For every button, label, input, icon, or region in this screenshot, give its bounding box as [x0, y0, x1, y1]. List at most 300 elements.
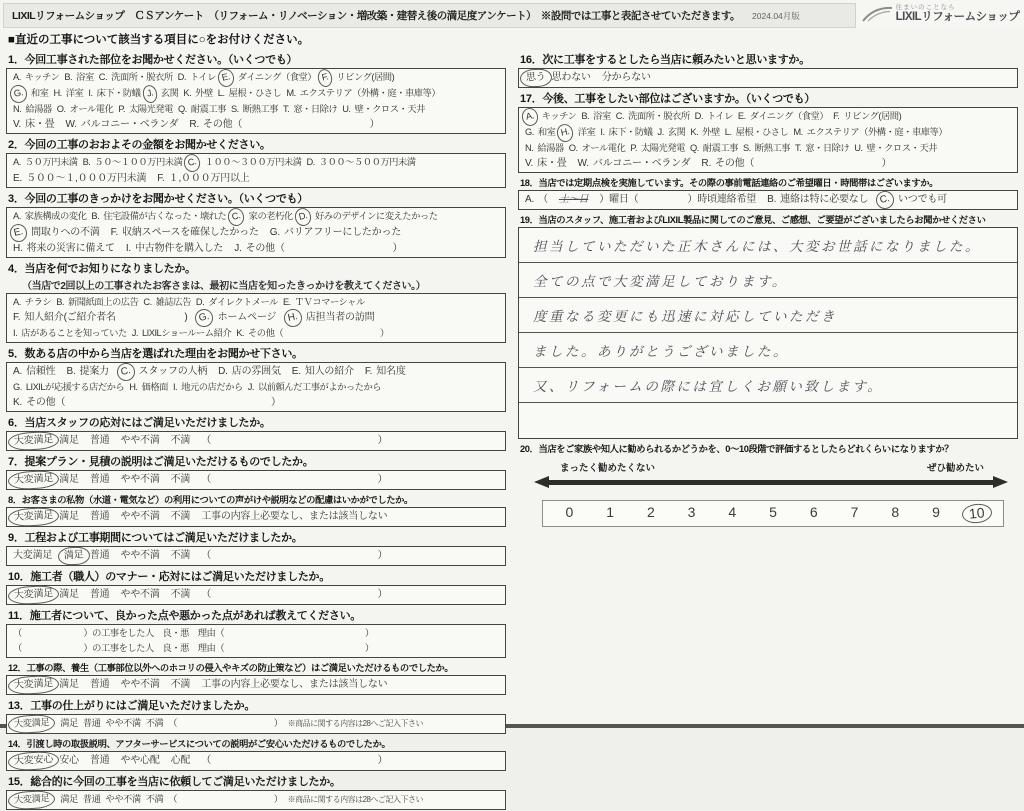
option: [111, 227, 259, 238]
question: [6, 492, 506, 527]
option-letter: C.: [615, 111, 625, 121]
option-letter: J.: [131, 328, 138, 338]
option: [221, 72, 316, 82]
option-label: 収納スペースを確保したかった: [122, 227, 259, 238]
option: [13, 157, 78, 167]
circled-answer-letter: C.: [115, 362, 136, 383]
option-letter: R.: [189, 119, 200, 130]
option: 分からない: [601, 72, 651, 83]
option-label: チラシ: [24, 297, 52, 307]
option-letter: E.: [13, 173, 23, 184]
option-letter: G.: [269, 227, 280, 238]
option-letter: H.: [53, 88, 62, 98]
question-title: 20．当店をご家族や知人に勧められるかどうかを、0～10段階で評価するとしたらどれくらいになりますか？: [520, 444, 954, 454]
option: 安心: [59, 755, 79, 766]
question-box: [6, 790, 506, 810]
option-letter: O.: [56, 104, 66, 114]
option-row: [13, 86, 499, 102]
option-letter: P.: [118, 104, 125, 114]
option-letter: J.: [247, 382, 254, 392]
option-letter: H.: [13, 243, 23, 254]
option-row: [13, 102, 499, 117]
nps-number: [712, 504, 753, 523]
option-letter: W.: [65, 119, 77, 130]
question: [518, 175, 1018, 210]
question-box: [6, 675, 506, 695]
option: [833, 111, 901, 121]
option-letter: K.: [183, 88, 192, 98]
option: （ ）の工事をした人 良・悪 理由（ ）: [13, 628, 374, 638]
circled-answer: 大変安心: [8, 751, 60, 771]
circled-answer-letter: C.: [227, 207, 247, 227]
question: [518, 212, 1018, 439]
option-label: 中古物件を購入した: [134, 243, 224, 254]
option: やや不満: [120, 474, 160, 485]
question: [6, 697, 506, 734]
option-label: 耐震工事: [190, 104, 226, 114]
question-title: 4．当店を何でお知りになりましたか。: [8, 263, 196, 275]
option-label: リビング(居間): [843, 111, 902, 121]
option: （ ）: [201, 550, 388, 561]
option: [129, 382, 168, 392]
option: [99, 72, 173, 82]
question: [6, 414, 506, 451]
option: [321, 72, 394, 82]
option-label: その他（ ）: [248, 328, 389, 338]
option-letter: B.: [64, 72, 73, 82]
option-letter: P.: [630, 143, 637, 153]
option: [231, 211, 292, 221]
question-box: [6, 507, 506, 527]
option: [13, 382, 124, 392]
option: [525, 127, 555, 137]
option: [560, 127, 595, 137]
option-letter: E.: [737, 111, 746, 121]
option-row: [525, 125, 1011, 141]
option: やや不満: [120, 511, 160, 522]
option-label: トイレ: [706, 111, 733, 121]
option: [298, 211, 438, 221]
question-title: 17．今後、工事をしたい部位はございますか。（いくつでも）: [520, 93, 816, 105]
option: [118, 104, 173, 114]
question: [6, 736, 506, 771]
option-label: 窓・日除け: [293, 104, 338, 114]
option-label: ３００～５００万円未満: [318, 157, 416, 167]
option: [196, 297, 278, 307]
option-letter: R.: [701, 158, 712, 169]
option-letter: D.: [694, 111, 703, 121]
option-label: 新聞紙面上の広告: [68, 297, 139, 307]
question-title: 3．今回の工事のきっかけをお聞かせください。（いくつでも）: [8, 193, 308, 205]
question: [6, 260, 506, 343]
option-label: 店担当者の訪問: [305, 312, 375, 323]
option-letter: C.: [143, 297, 152, 307]
option-row: [525, 156, 1011, 171]
option-letter: J.: [657, 127, 664, 137]
option: 不満: [145, 794, 164, 804]
option: [600, 127, 652, 137]
option-row: [13, 753, 499, 769]
option-letter: U.: [342, 104, 351, 114]
option-letter: D.: [218, 366, 228, 377]
option-row: [13, 171, 499, 186]
nps-selected-number: 10: [961, 503, 992, 525]
option-letter: N.: [13, 104, 22, 114]
option-letter: F.: [157, 173, 165, 184]
option-label: 断熱工事: [242, 104, 278, 114]
option-row: [13, 310, 499, 326]
question: [518, 90, 1018, 173]
question-box: [6, 751, 506, 771]
option: やや不満: [105, 794, 141, 804]
nps-number-value: 1: [606, 504, 614, 520]
option: （ ）: [201, 435, 388, 446]
circled-answer-letter: C.: [183, 153, 203, 173]
option-label: 雑誌広告: [155, 297, 191, 307]
option-label: ５００～１,０００万円未満: [26, 173, 147, 184]
option-label: LIXILが応援する店だから: [25, 382, 125, 392]
option-label: リビング(居間): [336, 72, 395, 82]
nps-number: [753, 504, 794, 523]
right-column: [518, 49, 1018, 811]
nps-left-label: まったく勧めたくない: [560, 463, 656, 474]
option-row: [13, 716, 499, 732]
option-label: 洗面所・脱衣所: [628, 111, 690, 121]
option: [218, 88, 282, 98]
question-title: 16．次に工事をするとしたら当店に頼みたいと思いますか。: [520, 54, 810, 66]
option: ）曜日（ ）時頃連絡希望: [599, 194, 757, 205]
option: [189, 119, 379, 130]
option-label: ホームページ: [217, 312, 277, 323]
option: 普通: [89, 755, 110, 766]
option: [126, 243, 223, 254]
option-row: [525, 70, 1011, 86]
question-title: 1．今回工事された部位をお聞かせください。（いくつでも）: [8, 54, 298, 66]
option: [146, 88, 179, 98]
question: [6, 529, 506, 566]
option: [725, 127, 789, 137]
option-label: 床下・防蟻: [96, 88, 141, 98]
option: [695, 111, 733, 121]
question-title: 10．施工者（職人）のマナー・応対にはご満足いただけましたか。: [8, 571, 330, 583]
option-row: [13, 209, 499, 225]
option-label: 床・畳: [25, 119, 55, 130]
option: 満足: [59, 511, 79, 522]
nps-right-label: ぜひ勧めたい: [926, 463, 984, 474]
option-letter: F.: [110, 227, 119, 238]
arrow-right-head: [993, 476, 1008, 488]
question-title: 5．数ある店の中から当店を選ばれた理由をお聞かせ下さい。: [8, 348, 303, 360]
form-title: LIXILリフォームショップ ＣＳアンケート （リフォーム・リノベーション・増改築・建替え後の満足度アンケート） ※設問では工事と表記させていただきます。: [12, 10, 741, 22]
option: [13, 104, 52, 114]
option-label: 将来の災害に備えて: [26, 243, 115, 254]
option-letter: F.: [364, 366, 373, 377]
option: 不満: [170, 679, 191, 690]
question-subtitle: （当店で2回以上の工事されたお客さまは、最初に当店を知ったきっかけを教えてください。）: [22, 281, 426, 292]
circled-answer: 大変満足: [8, 675, 60, 695]
option: 満足: [59, 589, 79, 600]
option: 普通: [89, 589, 110, 600]
option: （ ）: [201, 589, 388, 600]
option: 不満: [145, 718, 164, 728]
option: 満足: [59, 435, 79, 446]
option: 普通: [89, 474, 110, 485]
circled-answer: 大変満足: [8, 714, 56, 734]
nps-arrow: [532, 476, 1010, 488]
option-letter: T.: [282, 104, 290, 114]
option: [581, 111, 610, 121]
option-label: 外壁: [195, 88, 213, 98]
option-letter: B.: [66, 366, 76, 377]
option-label: 玄関: [667, 127, 686, 137]
option-letter: W.: [577, 158, 589, 169]
option: 普通: [89, 511, 110, 522]
option-letter: D.: [177, 72, 186, 82]
circled-answer-letter: E.: [8, 222, 28, 243]
option-letter: K.: [236, 328, 244, 338]
option: [132, 328, 231, 338]
circled-answer-letter: D.: [293, 207, 313, 227]
option: やや不満: [120, 679, 160, 690]
option-letter: A.: [13, 297, 21, 307]
option-label: ５０万円未満: [24, 157, 78, 167]
question: [518, 51, 1018, 88]
option: [183, 88, 212, 98]
option: [66, 119, 179, 130]
option-label: トイレ: [189, 72, 216, 82]
lixil-logo: [856, 0, 1024, 28]
option-label: 家の老朽化: [248, 211, 293, 221]
option-letter: C.: [98, 72, 108, 82]
question-title: 14．引渡し時の取扱説明、アフターサービスについての説明がご安心いただけるものでしたか。: [8, 739, 391, 749]
circled-answer: 満足: [58, 546, 91, 566]
circled-answer-letter: H.: [556, 123, 576, 144]
option: [690, 127, 719, 137]
option: 工事の内容上必要なし、または該当しない: [201, 679, 388, 690]
option: [270, 227, 401, 238]
question-box: [6, 546, 506, 566]
option: [178, 72, 216, 82]
option: 普通: [89, 550, 110, 561]
nps-number: [671, 504, 712, 523]
nps-number: [590, 504, 631, 523]
option-label: 洗面所・脱衣所: [111, 72, 173, 82]
question-title: 2．今回の工事のおおよその金額をお聞かせください。: [8, 139, 271, 151]
option-letter: K.: [13, 397, 23, 408]
option: [287, 312, 374, 323]
handwriting-line: 担当していただいた正木さんには、大変お世話になりました。: [519, 228, 1017, 263]
option-letter: U.: [854, 143, 863, 153]
option: [525, 143, 564, 153]
option-label: エクステリア（外構・庭・車庫等）: [299, 88, 441, 98]
option-row: [13, 70, 499, 86]
option-letter: V.: [525, 158, 534, 169]
circled-answer-letter: F.: [316, 68, 334, 88]
option-letter: I.: [125, 243, 131, 254]
option: 普通: [89, 435, 110, 446]
question-title: 12．工事の際、養生（工事部位以外へのホコリの侵入やキズの防止策など）はご満足いただけるものでしたか。: [8, 663, 454, 673]
option-label: 給湯器: [537, 143, 564, 153]
option-label: 給湯器: [25, 104, 52, 114]
option-label: 洋室: [65, 88, 84, 98]
option-letter: H.: [129, 382, 138, 392]
question-title: 18．当店では定期点検を実施しています。その際の事前電話連絡のご希望曜日・時間帯はございますか。: [520, 178, 939, 188]
option-label: （: [538, 194, 548, 205]
option-letter: F.: [13, 312, 21, 323]
nps-number-box: [542, 500, 1004, 527]
handwriting-line: 全ての点で大変満足しております。: [519, 263, 1017, 298]
option-label: ダイニング（食堂）: [749, 111, 829, 121]
question: [6, 190, 506, 258]
question-box: [6, 714, 506, 734]
option-letter: M.: [286, 88, 296, 98]
option-label: 壁・クロス・天井: [866, 143, 937, 153]
option-letter: B.: [767, 194, 777, 205]
option-row: [13, 395, 499, 410]
logo-tagline: 住まいのことなら: [895, 4, 956, 12]
circled-answer: 思う: [520, 68, 553, 88]
option-letter: I.: [600, 127, 605, 137]
nps-number: [549, 504, 590, 523]
option: [218, 366, 281, 377]
option: [525, 194, 548, 205]
question-title: 19．当店のスタッフ、施工者およびLIXIL製品に関してのご意見、ご感想、ご要望がございましたらお聞かせください: [520, 215, 986, 225]
nps-number-value: 5: [769, 504, 777, 520]
nps-number: [916, 504, 957, 523]
option-letter: S.: [230, 104, 239, 114]
option-row: [13, 380, 499, 395]
option-label: 床下・防蟻: [608, 127, 653, 137]
option-row: [13, 241, 499, 256]
option-label: 信頼性: [26, 366, 56, 377]
option-row: [13, 472, 499, 488]
nps-number-value: 9: [932, 504, 940, 520]
circled-answer-letter: A.: [520, 107, 539, 127]
question-box: [6, 362, 506, 412]
logo-name: LIXILリフォームショップ: [895, 11, 1020, 24]
question-box: [6, 585, 506, 605]
circled-answer: 大変満足: [8, 585, 60, 605]
option-label: １００～３００万円未満: [204, 157, 302, 167]
nps-number: [630, 504, 671, 523]
option: [342, 104, 425, 114]
option-label: 外壁: [702, 127, 720, 137]
option-label: 知人の紹介: [304, 366, 354, 377]
option-letter: A.: [13, 157, 21, 167]
option-label: 家族構成の変化: [24, 211, 87, 221]
option-row: [13, 792, 499, 808]
question-box: [6, 293, 506, 343]
option-letter: B.: [581, 111, 590, 121]
option: 心配: [170, 755, 191, 766]
option: [13, 243, 115, 254]
option: [120, 366, 207, 377]
option-letter: I.: [88, 88, 93, 98]
option-letter: A.: [13, 366, 23, 377]
option-label: 玄関: [160, 88, 179, 98]
option: 不満: [170, 550, 191, 561]
option: ※商品に関する内容は28へご記入下さい: [287, 719, 424, 728]
option: やや心配: [120, 755, 160, 766]
option-label: 屋根・ひさし: [735, 127, 789, 137]
option-letter: S.: [742, 143, 751, 153]
option-label: 店があることを知っていた: [21, 328, 127, 338]
option-row: [13, 587, 499, 603]
option: [178, 104, 226, 114]
option: [13, 119, 55, 130]
option-label: 耐震工事: [702, 143, 738, 153]
option: [13, 397, 281, 408]
circled-answer-letter: E.: [216, 68, 235, 88]
option: [91, 211, 226, 221]
option: [13, 173, 146, 184]
circled-answer-letter: C.: [875, 190, 896, 210]
option-row: [525, 109, 1011, 125]
option-label: 知人紹介(ご紹介者名 ): [24, 312, 188, 323]
option: [283, 297, 365, 307]
option: [13, 211, 86, 221]
option: ※商品に関する内容は28へご記入下さい: [287, 795, 424, 804]
option: 工事の内容上必要なし、または該当しない: [201, 511, 388, 522]
option: 満足: [59, 679, 79, 690]
option-label: 窓・日除け: [805, 143, 850, 153]
question: [6, 660, 506, 695]
option: （ ）: [201, 474, 388, 485]
option-letter: O.: [568, 143, 578, 153]
option-label: ＴＶコマーシャル: [294, 297, 365, 307]
option-label: 浴室: [593, 111, 611, 121]
option-label: 好みのデザインに変えたかった: [314, 211, 438, 221]
handwriting-line: [519, 403, 1017, 438]
option: [13, 72, 59, 82]
handwriting-line: 又、リフォームの際には宜しくお願い致します。: [519, 368, 1017, 403]
option-label: 床・畳: [537, 158, 567, 169]
option-label: 和室: [30, 88, 49, 98]
handwriting-line: 度重なる変更にも迅速に対応していただき: [519, 298, 1017, 333]
question-title: 8．お客さまの私物（水道・電気など）の利用についての声がけや説明などの配慮はいかがでしたか。: [8, 495, 413, 505]
logo-text: [896, 4, 1020, 24]
circled-answer-letter: G.: [194, 307, 216, 328]
option: [236, 328, 389, 338]
option: 思わない: [551, 72, 591, 83]
option: [743, 143, 790, 153]
option: （ ）: [168, 794, 283, 804]
option-letter: G.: [525, 127, 534, 137]
question-title: 9．工程および工事期間についてはご満足いただけましたか。: [8, 532, 303, 544]
question: [6, 607, 506, 658]
option: 普通: [82, 794, 101, 804]
option: （ ）: [168, 718, 283, 728]
option-letter: K.: [690, 127, 699, 137]
question: [6, 136, 506, 188]
option-letter: A.: [13, 211, 21, 221]
question-box: [6, 153, 506, 188]
option-letter: E.: [291, 366, 301, 377]
option: [630, 143, 685, 153]
question-title: 15．総合的に今回の工事を当店に依頼してご満足いただけましたか。: [8, 776, 341, 788]
section-instruction: ■直近の工事について該当する項目に○をお付けください。: [8, 34, 310, 46]
option-label: 和室: [537, 127, 556, 137]
option-letter: J.: [234, 243, 242, 254]
option: やや不満: [120, 550, 160, 561]
question-box: [6, 470, 506, 490]
option-label: 提案力: [79, 366, 109, 377]
question: [6, 345, 506, 412]
circled-answer: 大変満足: [8, 470, 60, 490]
option-letter: M.: [793, 127, 803, 137]
option-row: [13, 641, 499, 656]
option-row: [13, 509, 499, 525]
